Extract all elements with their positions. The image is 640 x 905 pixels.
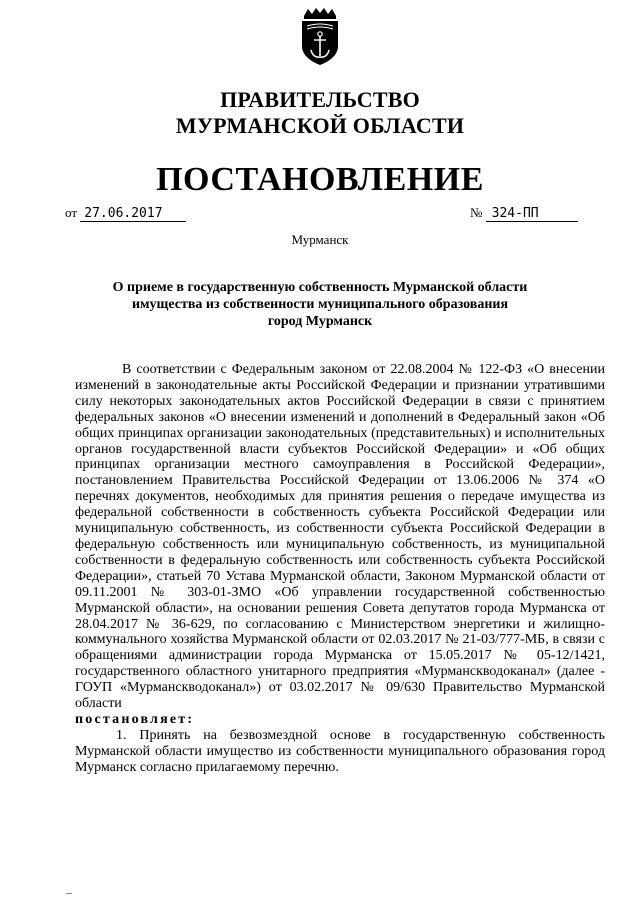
number-field <box>470 205 578 222</box>
item-1-paragraph: 1. Принять на безвозмездной основе в государственную собственность Мурманской области имущество из собственности муниципального образования город Мурманск согласно прилагаемому перечню. <box>75 727 605 775</box>
date-value: 27.06.2017 <box>80 206 186 222</box>
document-title <box>60 279 580 330</box>
government-title-line1: ПРАВИТЕЛЬСТВО <box>220 87 420 112</box>
page-mark <box>66 893 72 894</box>
resolves-label: постановляет: <box>75 711 195 727</box>
document-type-heading: ПОСТАНОВЛЕНИЕ <box>156 161 484 198</box>
preamble-paragraph: В соответствии с Федеральным законом от 22.08.2004 № 122-ФЗ «О внесении изменений в законодательные акты Российской Федерации и признании утратившими силу некоторых законодательных актов Российской Федерации в связи с принятием федеральных законов «О внесении изменений и дополнений в Федеральный закон «Об общих принципах организации законодательных (представительных) и исполнительных органов государственной власти субъектов Российской Федерации» и «Об общих принципах организации местного самоуправления в Российской Федерации», постановлением Правительства Российской Федерации от 13.06.2006 № 374 «О перечнях документов, необходимых для принятия решения о передаче имущества из федеральной собственности в собственность субъекта Российской Федерации или муниципальную собственность, из собственности субъекта Российской Федерации в федеральную собственность или муниципальную собственность, из муниципальной собственности в федеральную собственность или собственность субъекта Российской Федерации», статьей 70 Устава Мурманской области, Законом Мурманской области от 09.11.2001 № 303-01-ЗМО «Об управлении государственной собственностью Мурманской области», на основании решения Совета депутатов города Мурманска от 28.04.2017 № 36-629, по согласованию с Министерством энергетики и жилищно-коммунального хозяйства Мурманской области от 02.03.2017 № 21-03/777-МБ, в связи с обращениями администрации города Мурманска от 15.05.2017 № 05-12/1421, государственного областного унитарного предприятия «Мурманскводоканал» (далее - ГОУП «Мурманскводоканал») от 03.02.2017 № 09/630 Правительство Мурманской области <box>75 362 605 712</box>
government-title-line2: МУРМАНСКОЙ ОБЛАСТИ <box>175 113 465 138</box>
city-label: Мурманск <box>291 232 349 247</box>
date-prefix: от <box>65 205 78 220</box>
title-line2: имущества из собственности муниципального образования <box>131 297 509 312</box>
date-field <box>65 205 186 222</box>
murmansk-coat-of-arms-icon <box>298 6 342 66</box>
number-value: 324-ПП <box>486 206 578 222</box>
number-prefix: № <box>470 205 483 220</box>
document-body <box>75 362 605 776</box>
title-line1: О приеме в государственную собственность Мурманской области <box>112 280 528 295</box>
title-line3: город Мурманск <box>267 314 373 329</box>
